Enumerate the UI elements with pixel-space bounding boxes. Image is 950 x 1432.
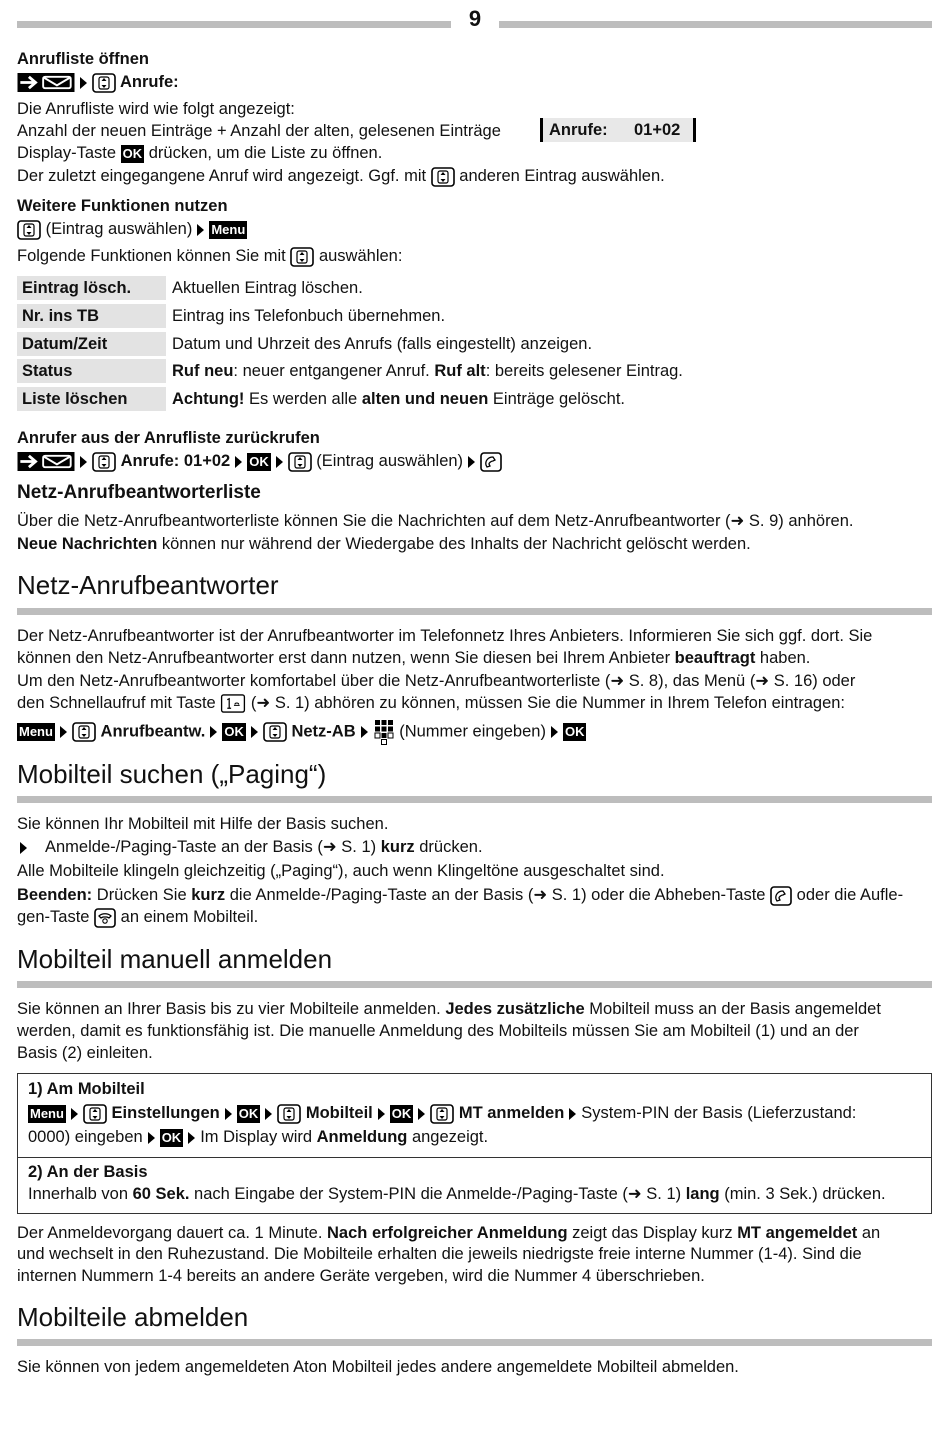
netab-l4-a: den Schnellaufruf mit Taste (17, 694, 216, 712)
paging-l4 (17, 884, 903, 906)
keypad-icon (373, 719, 395, 745)
box1-handset: Mobilteil (305, 1104, 373, 1122)
table-key: Nr. ins TB (17, 304, 166, 328)
calls-desc3-b: drücken, um die Liste zu öffnen. (148, 144, 383, 162)
warning-label: Achtung! (172, 390, 245, 408)
step-arrow-icon (60, 726, 67, 738)
callback-select: (Eintrag auswählen) (316, 452, 464, 470)
display-preview (540, 118, 696, 142)
register-l1-bold: Jedes zusätzliche (445, 1000, 585, 1018)
step-arrow-icon (418, 1108, 425, 1120)
after-l1-bold-2: MT angemeldet (737, 1224, 858, 1242)
warning-text-end: Einträge gelöscht. (488, 390, 625, 408)
calls-desc3 (17, 142, 382, 164)
bullet-arrow-icon (20, 842, 27, 854)
section-rule (17, 608, 932, 615)
navigation-key-icon (92, 452, 116, 472)
select-text-a: Folgende Funktionen können Sie mit (17, 247, 286, 265)
navigation-key-icon (263, 722, 287, 742)
calls-open-heading: Anrufliste öffnen (17, 50, 149, 68)
box1-l2-d: angezeigt. (407, 1128, 489, 1146)
more-functions-nav (17, 218, 247, 240)
menu-key-icon: Menu (211, 221, 246, 237)
step-arrow-icon (276, 456, 283, 468)
calls-desc4-a: Der zuletzt eingegangene Anruf wird angezeigt. Ggf. mit (17, 167, 427, 185)
after-l1-c: zeigt das Display kurz (567, 1224, 738, 1242)
step-arrow-icon (80, 77, 87, 89)
menu-envelope-key-icon (17, 452, 75, 471)
ok-key-icon: OK (238, 1105, 259, 1121)
step-arrow-icon (197, 224, 204, 236)
netab-heading: Netz-Anrufbeantworter (17, 570, 279, 600)
warning-bold: alten und neuen (361, 390, 489, 408)
calls-nav-label: Anrufe: (119, 73, 179, 91)
register-l3: Basis (2) einleiten. (17, 1044, 153, 1062)
status-new-text: : neuer entgangener Anruf. (233, 362, 430, 380)
box2-e: (min. 3 Sek.) drücken. (719, 1185, 886, 1203)
navigation-key-icon (277, 1104, 301, 1124)
register-after-l2: und wechselt in den Ruhezustand. Die Mobilteile erhalten die jeweils niedrigste freie interne Nummer (1-4). Sind die (17, 1245, 862, 1263)
paging-l2-bold: kurz (380, 838, 415, 856)
netab-l2 (17, 647, 810, 669)
status-new: Ruf neu (172, 362, 234, 380)
register-after-l3: internen Nummern 1-4 bereits an andere Geräte vergeben, wird die Nummer 4 überschrieben. (17, 1267, 705, 1285)
box1-l2-bold: Anmeldung (316, 1128, 408, 1146)
step-arrow-icon (251, 726, 258, 738)
netab-l4-b: (➜ S. 1) abhören zu können, müssen Sie die Nummer in Ihrem Telefon eintragen: (250, 694, 846, 712)
box1-settings: Einstellungen (111, 1104, 220, 1122)
paging-l1: Sie können Ihr Mobilteil mit Hilfe der Basis suchen. (17, 815, 389, 833)
navigation-key-icon (288, 452, 312, 472)
box1-l2-a: 0000) eingeben (28, 1128, 143, 1146)
navigation-key-icon (290, 247, 314, 267)
table-value (172, 387, 625, 411)
header-rule-left (17, 21, 451, 28)
ok-key-icon: OK (391, 1105, 412, 1121)
calls-desc1: Die Anrufliste wird wie folgt angezeigt: (17, 100, 295, 118)
paging-l2 (17, 836, 483, 858)
paging-l2-c: drücken. (414, 838, 483, 856)
navigation-key-icon (431, 167, 455, 187)
paging-l5 (17, 906, 258, 928)
more-functions-select (17, 245, 402, 267)
paging-l3: Alle Mobilteile klingeln gleichzeitig („Paging“), auch wenn Klingeltöne ausgeschaltet sind. (17, 862, 665, 880)
ok-key-icon: OK (564, 724, 585, 739)
register-heading: Mobilteil manuell anmelden (17, 944, 333, 974)
step-arrow-icon (361, 726, 368, 738)
register-l1-c: Mobilteil muss an der Basis angemeldet (584, 1000, 881, 1018)
box2-bold-2: lang (685, 1185, 720, 1203)
navigation-key-icon (17, 220, 41, 240)
step-arrow-icon (468, 456, 475, 468)
box1-register-handset: MT anmelden (458, 1104, 565, 1122)
register-l2: werden, damit es funktionsfähig ist. Die manuelle Anmeldung des Mobilteils müssen Sie am Mobilteil (1) und an der (17, 1022, 859, 1040)
after-l1-a: Der Anmeldevorgang dauert ca. 1 Minute. (17, 1224, 328, 1242)
calls-desc4 (17, 165, 665, 187)
netab-l2-c: haben. (755, 649, 811, 667)
ok-key-icon: OK (249, 453, 269, 469)
step-arrow-icon (71, 1108, 78, 1120)
netab-l4 (17, 692, 845, 714)
netab-nav (17, 719, 586, 745)
deregister-l1: Sie können von jedem angemeldeten Aton Mobilteil jedes andere angemeldete Mobilteil abmelden. (17, 1358, 739, 1376)
paging-l5-a: gen-Taste (17, 908, 90, 926)
register-after-l1 (17, 1222, 880, 1244)
section-rule (17, 981, 932, 988)
call-key-icon (770, 886, 792, 906)
step-arrow-icon (265, 1108, 272, 1120)
paging-l4-d: die Anmelde-/Paging-Taste an der Basis (➜ S. 1) oder die Abheben-Taste (225, 886, 766, 904)
table-key: Eintrag lösch. (17, 276, 166, 300)
deregister-heading: Mobilteile abmelden (17, 1302, 249, 1332)
step-arrow-icon (551, 726, 558, 738)
warning-text: Es werden alle (244, 390, 362, 408)
netlist-p1: Über die Netz-Anrufbeantworterliste können Sie die Nachrichten auf dem Netz-Anrufbeantworter (➜ S. 9) anhören. (17, 512, 854, 530)
step-arrow-icon (225, 1108, 232, 1120)
box2-text (28, 1183, 886, 1205)
step-arrow-icon (188, 1132, 195, 1144)
more-functions-heading: Weitere Funktionen nutzen (17, 197, 228, 215)
status-old-text: : bereits gelesener Eintrag. (485, 362, 683, 380)
ok-key-icon: OK (161, 1129, 182, 1145)
table-value: Aktuellen Eintrag löschen. (172, 279, 363, 297)
calls-open-nav (17, 71, 179, 93)
calls-desc4-b: anderen Eintrag auswählen. (459, 167, 665, 185)
navigation-key-icon (72, 722, 96, 742)
after-l1-e: an (857, 1224, 881, 1242)
netab-l2-a: können den Netz-Anrufbeantworter erst dann nutzen, wenn Sie diesen bei Ihrem Anbieter (17, 649, 675, 667)
step-arrow-icon (235, 456, 242, 468)
select-text-b: auswählen: (318, 247, 403, 265)
paging-l5-b: an einem Mobilteil. (120, 908, 259, 926)
paging-l4-e: oder die Aufle- (796, 886, 904, 904)
box1-title: 1) Am Mobilteil (28, 1080, 145, 1098)
paging-heading: Mobilteil suchen („Paging“) (17, 759, 327, 789)
table-key: Liste löschen (17, 387, 166, 411)
box1-nav (28, 1102, 856, 1124)
box2-bold-1: 60 Sek. (132, 1185, 190, 1203)
step-arrow-icon (80, 456, 87, 468)
box1-pin-text: System-PIN der Basis (Lieferzustand: (581, 1104, 857, 1122)
netlist-p2-bold: Neue Nachrichten (17, 535, 158, 553)
netab-nav-netz-ab: Netz-AB (291, 722, 356, 741)
netab-nav-enter-number: (Nummer eingeben) (399, 722, 546, 741)
callback-value: 01+02 (183, 452, 231, 470)
header-rule-right (499, 21, 932, 28)
callback-label: Anrufe: (120, 452, 180, 470)
menu-envelope-key-icon (17, 73, 75, 92)
netab-l2-bold: beauftragt (674, 649, 756, 667)
table-value: Datum und Uhrzeit des Anrufs (falls eingestellt) anzeigen. (172, 335, 593, 353)
netlist-p2 (17, 533, 751, 555)
paging-end-label: Beenden: (17, 886, 93, 904)
table-value (172, 359, 683, 383)
status-old: Ruf alt (434, 362, 486, 380)
step-arrow-icon (569, 1108, 576, 1120)
end-call-key-icon (94, 908, 116, 928)
menu-key-icon: Menu (19, 724, 53, 739)
register-l1-a: Sie können an Ihrer Basis bis zu vier Mobilteile anmelden. (17, 1000, 446, 1018)
paging-l4-bold: kurz (191, 886, 226, 904)
section-rule (17, 796, 932, 803)
table-value: Eintrag ins Telefonbuch übernehmen. (172, 307, 446, 325)
netlist-p2-text: können nur während der Wiedergabe des Inhalts der Nachricht gelöscht werden. (157, 535, 751, 553)
step-arrow-icon (148, 1132, 155, 1144)
page-number: 9 (468, 6, 482, 31)
navigation-key-icon (92, 73, 116, 93)
section-rule (17, 1339, 932, 1346)
calls-desc3-a: Display-Taste (17, 144, 117, 162)
table-key: Datum/Zeit (17, 332, 166, 356)
netab-l3: Um den Netz-Anrufbeantworter komfortabel über die Netz-Anrufbeantworterliste (➜ S. 8), das Menü (➜ S. 16) oder (17, 672, 856, 690)
callback-nav (17, 450, 502, 472)
table-key: Status (17, 359, 166, 383)
navigation-key-icon (83, 1104, 107, 1124)
menu-key-icon: Menu (30, 1105, 64, 1121)
ok-key-icon: OK (224, 724, 244, 739)
box2-a: Innerhalb von (28, 1185, 133, 1203)
select-entry-text: (Eintrag auswählen) (45, 220, 193, 238)
call-key-icon (480, 452, 502, 472)
after-l1-bold-1: Nach erfolgreicher Anmeldung (327, 1224, 568, 1242)
calls-desc2: Anzahl der neuen Einträge + Anzahl der alten, gelesenen Einträge (17, 122, 501, 140)
box1-l2 (28, 1126, 488, 1148)
paging-l4-b: Drücken Sie (92, 886, 192, 904)
box2-title: 2) An der Basis (28, 1163, 148, 1181)
box1-l2-b: Im Display wird (200, 1128, 317, 1146)
step-arrow-icon (378, 1108, 385, 1120)
paging-l2-a: Anmelde-/Paging-Taste an der Basis (➜ S. 1) (45, 838, 381, 856)
navigation-key-icon (430, 1104, 454, 1124)
base-steps-box (17, 1157, 932, 1214)
register-l1 (17, 998, 881, 1020)
key-one-voicemail-icon (220, 694, 246, 713)
callback-heading: Anrufer aus der Anrufliste zurückrufen (17, 429, 320, 447)
netab-l1: Der Netz-Anrufbeantworter ist der Anrufbeantworter im Telefonnetz Ihres Anbieters. Informieren Sie sich ggf. dort. Sie (17, 627, 873, 645)
box2-c: nach Eingabe der System-PIN die Anmelde-/Paging-Taste (➜ S. 1) (189, 1185, 686, 1203)
display-label: Anrufe: (549, 121, 608, 139)
netab-nav-answering-machine: Anrufbeantw. (100, 722, 206, 741)
handset-steps-box (17, 1073, 932, 1158)
step-arrow-icon (210, 726, 217, 738)
ok-key-icon: OK (122, 145, 143, 161)
display-value: 01+02 (634, 121, 681, 139)
netlist-heading: Netz-Anrufbeantworterliste (17, 482, 261, 503)
